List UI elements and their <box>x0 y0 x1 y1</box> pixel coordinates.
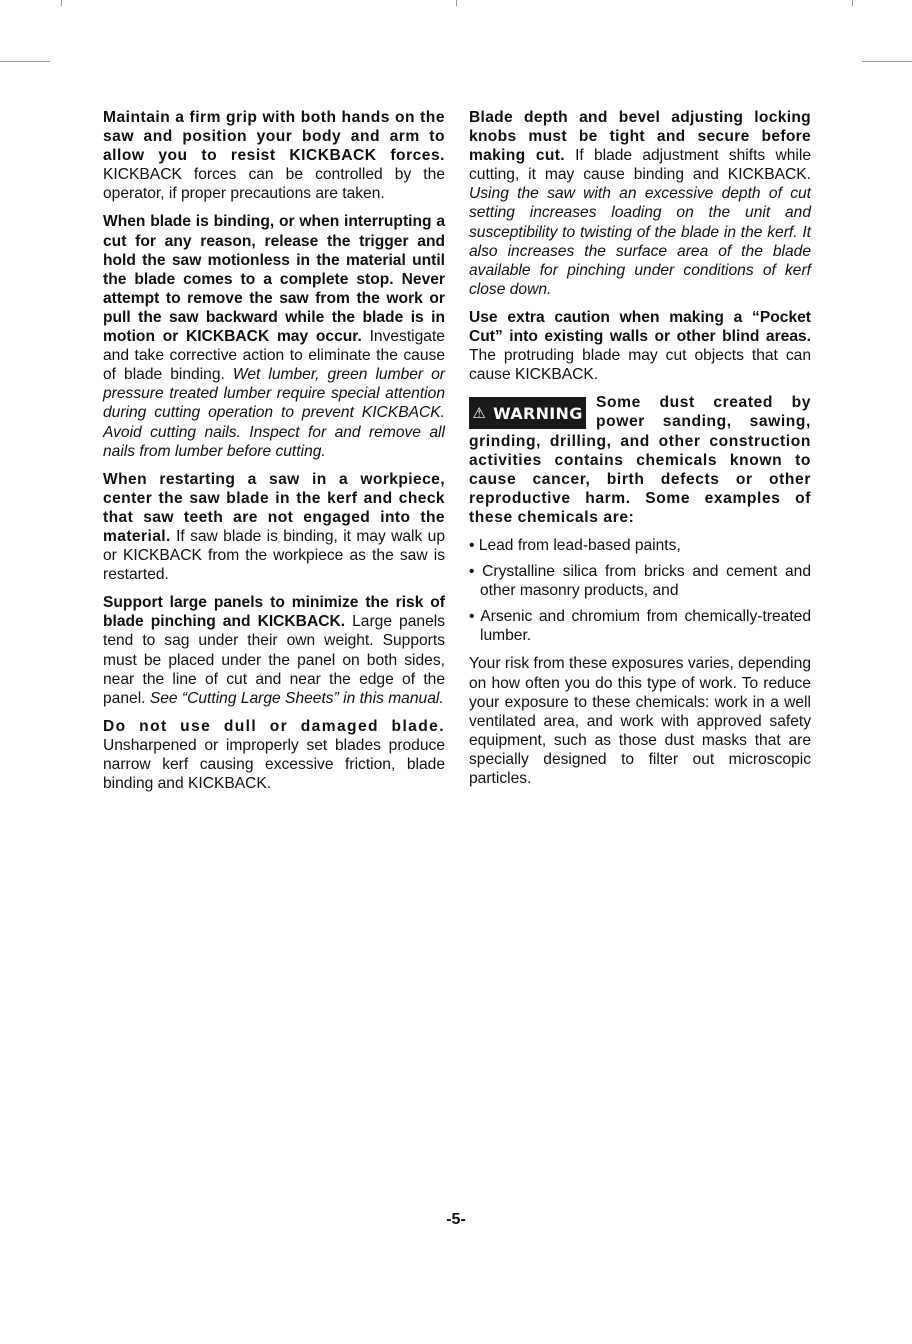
left-column <box>103 108 445 802</box>
warning-label: WARNING <box>493 403 583 423</box>
restarting-lead: When restarting a saw in a workpiece, center the saw blade in the kerf and check that saw teeth are not engaged into the material. <box>103 470 445 545</box>
crop-mark-top-left <box>61 0 62 6</box>
blade-binding-body: Investigate and take corrective action to eliminate the cause of blade binding. <box>103 328 445 384</box>
locking-knobs-body: If blade adjustment shifts while cutting, it may cause binding and KICKBACK. <box>469 147 811 184</box>
warning-badge <box>469 397 586 429</box>
paragraph-pocket-cut <box>469 308 811 384</box>
page-number: -5- <box>446 1211 466 1228</box>
crop-mark-top-right <box>852 0 853 6</box>
firm-grip-body: KICKBACK forces can be controlled by the operator, if proper precautions are taken. <box>103 166 445 203</box>
warning-block <box>469 393 811 527</box>
paragraph-firm-grip <box>103 108 445 203</box>
locking-knobs-italic: Using the saw with an excessive depth of cut setting increases loading on the unit and susceptibility to twisting of the blade in the kerf. It also increases the surface area of the blade available for pinching under conditions of kerf close down. <box>469 185 811 298</box>
crop-mark-right <box>862 61 912 62</box>
pocket-cut-body: The protruding blade may cut objects that can cause KICKBACK. <box>469 347 811 384</box>
chemical-list <box>469 536 811 645</box>
blade-binding-italic: Wet lumber, green lumber or pressure treated lumber require special attention during cutting operation to prevent KICKBACK. Avoid cutting nails. Inspect for and remove all nails from lumber before cutting. <box>103 366 446 460</box>
crop-mark-top-center <box>456 0 457 6</box>
crop-mark-left <box>0 61 50 62</box>
paragraph-locking-knobs <box>469 108 811 299</box>
firm-grip-lead: Maintain a firm grip with both hands on the saw and position your body and arm to allow you to resist KICKBACK forces. <box>103 109 445 165</box>
list-item: • Crystalline silica from bricks and cement and other masonry products, and <box>469 563 811 600</box>
paragraph-blade-binding <box>103 212 445 460</box>
pocket-cut-lead: Use extra caution when making a “Pocket Cut” into existing walls or other blind areas. <box>469 308 811 346</box>
paragraph-dull-blade <box>103 717 445 793</box>
blade-binding-lead: When blade is binding, or when interrupting a cut for any reason, release the trigger and hold the saw motionless in the material until the blade comes to a complete stop. Never attempt to remove the saw from the work or pull the saw backward while the blade is in motion or KICKBACK may occur. <box>103 213 445 346</box>
warning-triangle-icon: ⚠ <box>472 403 487 422</box>
list-item: • Arsenic and chromium from chemically-treated lumber. <box>469 608 811 645</box>
warning-text: Some dust created by power sanding, sawing, grinding, drilling, and other construction activities contains chemicals known to cause cancer, birth defects or other reproductive harm. Some examples of these chemicals are: <box>469 394 811 526</box>
large-panels-italic: See “Cutting Large Sheets” in this manual. <box>149 689 444 707</box>
list-item: • Lead from lead-based paints, <box>469 536 681 554</box>
paragraph-restarting <box>103 470 445 585</box>
large-panels-lead: Support large panels to minimize the risk of blade pinching and KICKBACK. <box>103 594 445 631</box>
dull-blade-body: Unsharpened or improperly set blades produce narrow kerf causing excessive friction, blade binding and KICKBACK. <box>103 736 445 793</box>
restarting-body: If saw blade is binding, it may walk up or KICKBACK from the workpiece as the saw is restarted. <box>103 527 445 584</box>
large-panels-body: Large panels tend to sag under their own weight. Supports must be placed under the panel on both sides, near the line of cut and near the edge of the panel. <box>103 613 445 707</box>
paragraph-large-panels <box>103 593 445 708</box>
paragraph-exposure-risk: Your risk from these exposures varies, depending on how often you do this type of work. To reduce your exposure to these chemicals: work in a well ventilated area, and work with approved safety equipment, such as those dust masks that are specially designed to filter out microscopic particles. <box>469 655 811 787</box>
locking-knobs-lead: Blade depth and bevel adjusting locking knobs must be tight and secure before making cut. <box>469 109 811 165</box>
dull-blade-lead: Do not use dull or damaged blade. <box>103 717 445 735</box>
right-column <box>469 108 811 797</box>
